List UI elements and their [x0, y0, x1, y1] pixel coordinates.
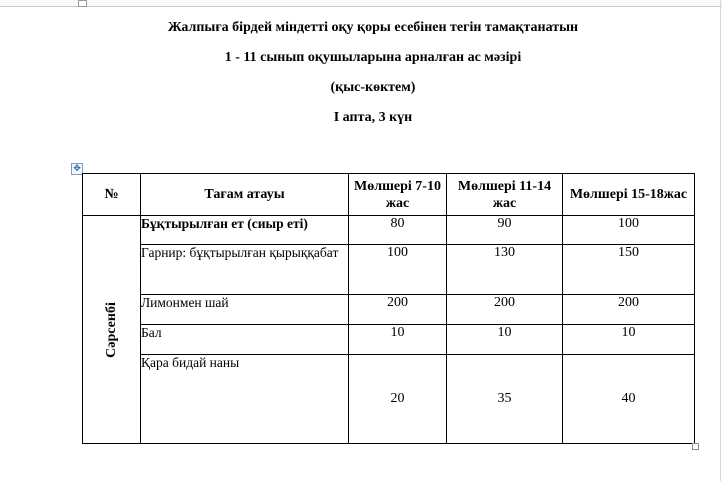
indent-marker-icon[interactable] — [78, 0, 87, 7]
amount-11-14-cell: 130 — [447, 245, 563, 295]
table-row — [83, 325, 695, 355]
header-amount-15-18: Мөлшері 15-18жас — [563, 174, 695, 216]
title-line-2: 1 - 11 сынып оқушыларына арналған ас мәзірі — [224, 50, 522, 65]
amount-7-10-cell: 200 — [349, 295, 447, 325]
dish-cell: Лимонмен шай — [141, 295, 349, 325]
amount-15-18-cell: 100 — [563, 216, 695, 245]
table-resize-icon[interactable] — [692, 443, 699, 450]
amount-7-10-cell: 10 — [349, 325, 447, 355]
header-dish-name: Тағам атауы — [141, 174, 349, 216]
table-row — [83, 216, 695, 245]
table-header-row — [83, 174, 695, 216]
amount-11-14-cell: 200 — [447, 295, 563, 325]
table-row — [83, 245, 695, 295]
amount-11-14-cell: 35 — [447, 355, 563, 444]
amount-15-18-cell: 150 — [563, 245, 695, 295]
title-line-3: (қыс-көктем) — [330, 80, 416, 95]
amount-15-18-cell: 10 — [563, 325, 695, 355]
title-line-4: I апта, 3 күн — [333, 110, 413, 125]
header-number: № — [83, 174, 141, 216]
dish-cell: Гарнир: бұқтырылған қырыққабат — [141, 245, 349, 295]
amount-7-10-cell: 20 — [349, 355, 447, 444]
dish-cell: Бұқтырылған ет (сиыр еті) — [141, 216, 349, 245]
title-line-1: Жалпыға бірдей міндетті оқу қоры есебінен тегін тамақтанатын — [167, 20, 579, 35]
header-amount-7-10: Мөлшері 7-10 жас — [349, 174, 447, 216]
menu-table — [82, 173, 695, 444]
header-amount-11-14: Мөлшері 11-14 жас — [447, 174, 563, 216]
day-cell — [83, 216, 141, 444]
dish-cell: Бал — [141, 325, 349, 355]
amount-11-14-cell: 90 — [447, 216, 563, 245]
amount-15-18-cell: 200 — [563, 295, 695, 325]
table-row — [83, 295, 695, 325]
page-edge — [720, 0, 721, 481]
amount-7-10-cell: 80 — [349, 216, 447, 245]
table-row — [83, 355, 695, 444]
day-label: Сәрсенбі — [103, 301, 119, 358]
ruler — [0, 0, 722, 7]
amount-7-10-cell: 100 — [349, 245, 447, 295]
amount-11-14-cell: 10 — [447, 325, 563, 355]
dish-cell: Қара бидай наны — [141, 355, 349, 444]
table-move-icon[interactable]: ✥ — [71, 163, 83, 175]
amount-15-18-cell: 40 — [563, 355, 695, 444]
